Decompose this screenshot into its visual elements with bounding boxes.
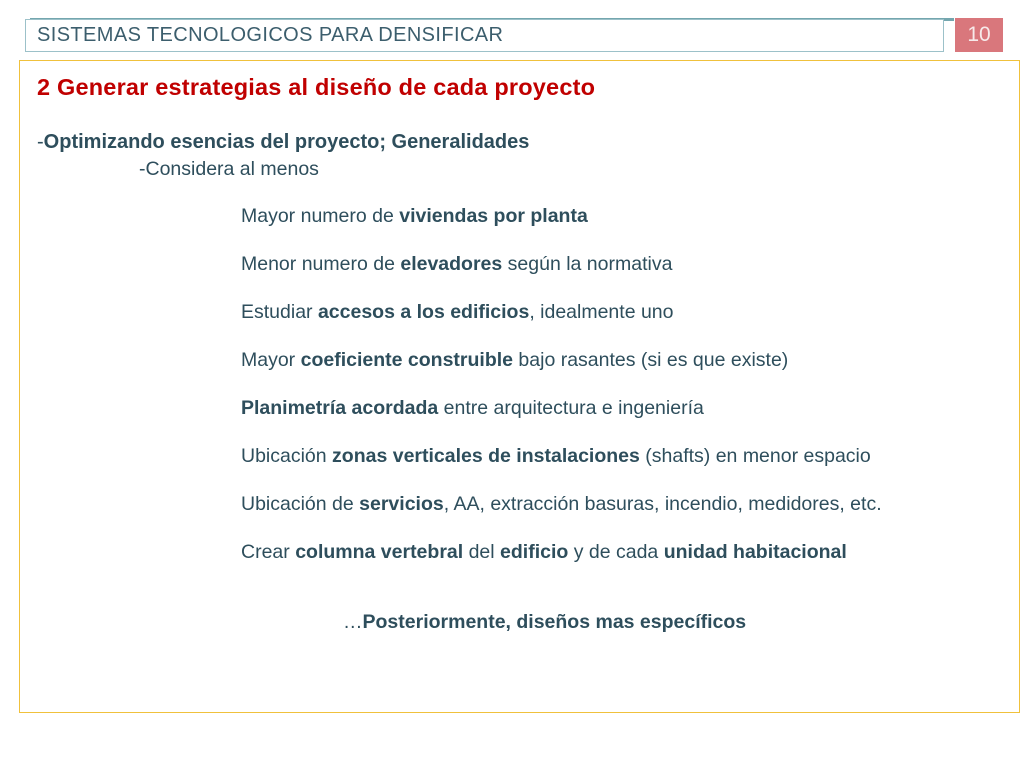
footer-line (343, 611, 746, 634)
page-number-badge (955, 18, 1003, 52)
text-segment: - (37, 131, 44, 153)
bullet-line (241, 493, 882, 516)
text-segment: coeficiente construible (300, 349, 513, 371)
bullet-line (241, 253, 882, 276)
bullet-line (241, 205, 882, 228)
text-segment: Ubicación (241, 445, 333, 467)
sub-intro-line (139, 158, 319, 181)
text-segment: servicios (359, 493, 444, 515)
section-heading: 2 Generar estrategias al diseño de cada proyecto (37, 74, 596, 100)
text-segment: Posteriormente, diseños mas específicos (362, 611, 747, 633)
text-segment: Planimetría acordada (241, 397, 439, 419)
bullet-line (241, 397, 882, 420)
text-segment: bajo rasantes (si es que existe) (513, 349, 789, 371)
text-segment: Ubicación de (241, 493, 360, 515)
text-segment: Menor numero de (241, 253, 401, 275)
text-segment: , idealmente uno (529, 301, 674, 323)
text-segment: Mayor numero de (241, 205, 400, 227)
text-segment: entre arquitectura e ingeniería (438, 397, 704, 419)
text-segment: Crear (241, 541, 296, 563)
text-segment: edificio (500, 541, 569, 563)
text-segment: viviendas por planta (399, 205, 588, 227)
text-segment: columna vertebral (295, 541, 464, 563)
text-segment: -Considera al menos (139, 158, 319, 180)
bullet-list (241, 205, 882, 589)
slide-header-box (25, 19, 944, 52)
text-segment: , AA, extracción basuras, incendio, medidores, etc. (443, 493, 882, 515)
text-segment: Mayor (241, 349, 301, 371)
text-segment: del (463, 541, 501, 563)
text-segment: zonas verticales de instalaciones (332, 445, 640, 467)
bullet-line (241, 445, 882, 468)
text-segment: (shafts) en menor espacio (639, 445, 871, 467)
slide-header-title: SISTEMAS TECNOLOGICOS PARA DENSIFICAR (37, 24, 504, 46)
bullet-line (241, 349, 882, 372)
text-segment: y de cada (568, 541, 664, 563)
slide-content-box (19, 60, 1020, 713)
text-segment: … (343, 611, 363, 633)
bullet-line (241, 301, 882, 324)
text-segment: unidad habitacional (663, 541, 847, 563)
bullet-line (241, 541, 882, 564)
text-segment: accesos a los edificios (317, 301, 530, 323)
text-segment: Optimizando esencias del proyecto; Generalidades (43, 131, 530, 153)
intro-line (37, 131, 529, 154)
text-segment: Estudiar (241, 301, 318, 323)
text-segment: según la normativa (502, 253, 673, 275)
page-number: 10 (967, 23, 991, 46)
text-segment: elevadores (400, 253, 503, 275)
